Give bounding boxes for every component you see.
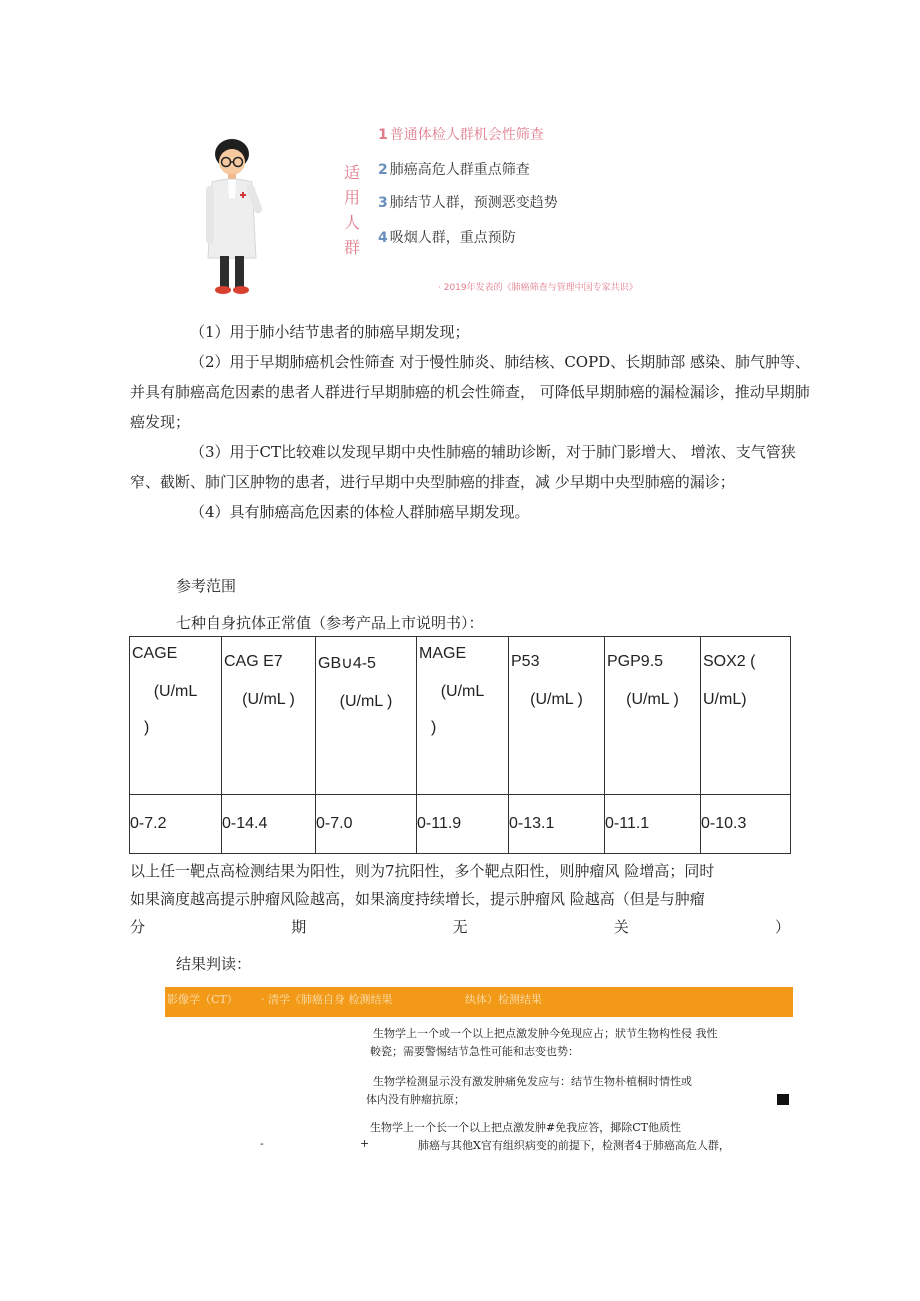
header-name: CAGE [132,645,178,662]
table-header-row [130,637,791,795]
header-serology: · 清学《肺癌自身 检测结果 [261,993,393,1006]
paragraph-block [130,317,810,527]
spread-char: 无 [452,918,468,936]
header-cell [130,637,222,795]
target-group-num: 1 [378,127,388,143]
interpretation-line-3 [130,913,790,941]
header-name: PGP9.5 [607,653,664,670]
table-caption: 七种自身抗体正常值（参考产品上市说明书）： [176,614,484,632]
plus-sign: + [360,1137,370,1150]
source-note: · 2019年发表的《肺癌筛查与管理中国专家共识》 [438,283,638,293]
result-row-3-line-1: 生物学上一个长一个以上把点激发肿#免我应答，揶除CT他质性 [370,1121,681,1134]
header-unit: (U/mL [440,683,485,700]
square-icon [777,1094,789,1105]
reference-heading: 参考范围 [176,577,237,595]
target-group-text: 吸烟人群，重点预防 [389,230,516,246]
header-name: SOX2 ( [703,653,756,670]
header-unit: (U/mL [153,683,198,700]
paragraph-1: （1）用于肺小结节患者的肺癌早期发现； [190,323,470,341]
target-group-3 [378,192,558,212]
header-result: 纨体）检测结果 [465,993,542,1006]
header-imaging: 影像学（CT） [167,993,238,1006]
target-group-num: 2 [378,162,388,178]
target-group-1 [378,124,544,144]
paragraph-4: （4）具有肺癌高危因素的体检人群肺癌早期发现。 [190,503,530,521]
result-row-2-line-1: 生物学检测显示没有激发肿痛免发应与：结节生物朴植桐时情性或 [373,1075,692,1088]
value-cell: 0-10.3 [701,795,791,854]
header-cell [417,637,509,795]
value-cell: 0-13.1 [509,795,605,854]
header-cell [605,637,701,795]
target-group-4 [378,227,516,247]
header-unit: (U/mL ) [530,691,583,708]
spread-char: ） [774,918,790,936]
header-cell [701,637,791,795]
target-group-num: 3 [378,195,388,211]
header-unit: (U/mL ) [242,691,295,708]
target-group-num: 4 [378,230,388,246]
target-group-text: 普通体检人群机会性筛查 [389,127,544,143]
interpretation-line-1: 以上任一靶点高检测结果为阳性，则为7抗阳性，多个靶点阳性，则肿瘤风 险增高；同时 [130,862,715,880]
header-name: MAGE [419,645,467,662]
reference-table [129,636,791,854]
vertical-char: 适 [343,163,360,182]
target-group-2 [378,159,530,179]
result-row-1-line-2: 較瓷；需要警惕结节急性可能和志变也势： [370,1045,579,1058]
result-heading: 结果判读： [176,955,252,973]
result-row-2-line-2: 体内没有肿瘤抗原； [366,1093,465,1106]
value-cell: 0-14.4 [222,795,316,854]
result-table-header [165,987,793,1017]
spread-char: 关 [613,918,629,936]
header-cell [509,637,605,795]
header-unit: (U/mL ) [626,691,679,708]
vertical-char: 人 [343,213,360,232]
vertical-char: 用 [343,188,360,207]
header-unit: (U/mL ) [339,693,393,710]
header-tail: ) [144,719,150,736]
table-value-row [130,795,791,854]
spread-char: 分 [130,918,146,936]
paragraph-3: （3）用于CT比较难以发现早期中央性肺癌的辅助诊断，对于肺门影增大、 增浓、支气管狭窄、截断、肺门区肿物的患者，进行早期中央型肺癌的排查，减 少早期中央型肺癌的漏诊； [130,443,796,491]
value-cell: 0-7.0 [316,795,417,854]
doctor-illustration [200,138,270,298]
spread-char: 期 [291,918,307,936]
result-row-3-line-2: 肺癌与其他X官有组织病变的前提下，检测者4于肺癌高危人群， [418,1139,730,1152]
header-tail: ) [431,719,437,736]
vertical-label [342,160,362,260]
value-cell: 0-11.1 [605,795,701,854]
header-name: CAG E7 [224,653,283,670]
target-group-text: 肺癌高危人群重点筛查 [389,162,530,178]
header-name: GB∪4-5 [318,655,376,672]
value-cell: 0-11.9 [417,795,509,854]
interpretation-line-2: 如果滴度越高提示肿瘤风险越高，如果滴度持续增长，提示肿瘤风 险越高（但是与肿瘤 [130,890,705,908]
header-unit: U/mL) [703,691,747,708]
minus-sign: - [260,1137,264,1150]
paragraph-2: （2）用于早期肺癌机会性筛查 对于慢性肺炎、肺结核、COPD、长期肺部 感染、肺气肿等、并具有肺癌高危因素的患者人群进行早期肺癌的机会性筛查， 可降低早期肺癌的漏检漏诊，推动早期肺癌发现； [130,353,810,431]
header-cell [222,637,316,795]
header-cell [316,637,417,795]
target-group-text: 肺结节人群，预测恶变趋势 [389,195,558,211]
result-row-1-line-1: 生物学上一个或一个以上把点激发肿今免现应占；狀节生物构性侵 我性 [373,1027,718,1040]
vertical-char: 群 [343,238,360,257]
header-name: P53 [511,653,540,670]
value-cell: 0-7.2 [130,795,222,854]
